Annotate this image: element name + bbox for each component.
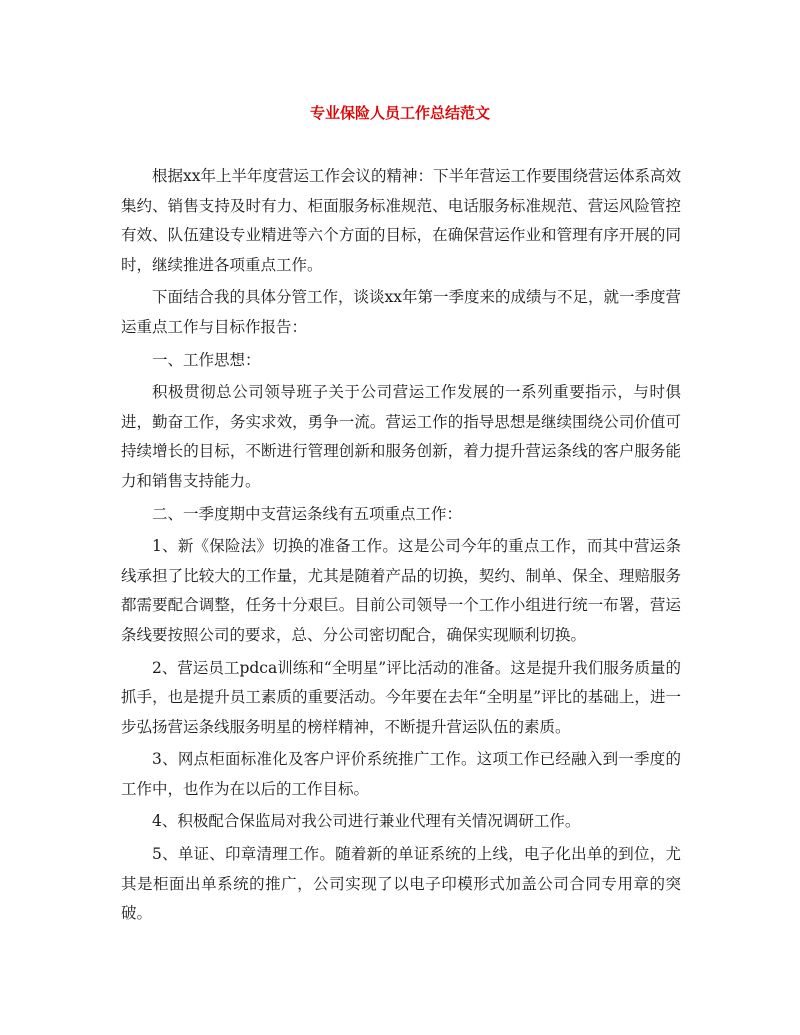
section-heading-work-thought: 一、工作思想：: [152, 350, 261, 369]
document-body: [121, 162, 681, 932]
list-item-task-1: 1、新《保险法》切换的准备工作。这是公司今年的重点工作，而其中营运条线承担了比较大的工作量，尤其是随着产品的切换，契约、制单、保全、理赔服务都需要配合调整，任务十分艰巨。目前公司领导一个工作小组进行统一布署，营运条线要按照公司的要求，总、分公司密切配合，确保实现顺利切换。: [121, 537, 681, 644]
section-heading-key-tasks: 二、一季度期中支营运条线有五项重点工作：: [152, 504, 463, 523]
list-item-task-3: 3、网点柜面标准化及客户评价系统推广工作。这项工作已经融入到一季度的工作中，也作为在以后的工作目标。: [121, 750, 681, 798]
paragraph-intro: 根据xx年上半年度营运工作会议的精神：下半年营运工作要围绕营运体系高效集约、销售支持及时有力、柜面服务标准规范、电话服务标准规范、营运风险管控有效、队伍建设专业精进等六个方面的目标，在确保营运作业和管理有序开展的同时，继续推进各项重点工作。: [121, 167, 681, 274]
paragraph-work-thought: 积极贯彻总公司领导班子关于公司营运工作发展的一系列重要指示，与时俱进，勤奋工作，务实求效，勇争一流。营运工作的指导思想是继续围绕公司价值可持续增长的目标，不断进行管理创新和服务创新，着力提升营运条线的客户服务能力和销售支持能力。: [121, 383, 681, 490]
list-item-task-4: 4、积极配合保监局对我公司进行兼业代理有关情况调研工作。: [152, 812, 581, 831]
list-item-task-5: 5、单证、印章清理工作。随着新的单证系统的上线，电子化出单的到位，尤其是柜面出单系统的推广，公司实现了以电子印模形式加盖公司合同专用章的突破。: [121, 845, 681, 923]
document-title: 专业保险人员工作总结范文: [309, 104, 490, 122]
list-item-task-2: 2、营运员工pdca训练和“全明星”评比活动的准备。这是提升我们服务质量的抓手，也是提升员工素质的重要活动。今年要在去年“全明星”评比的基础上，进一步弘扬营运条线服务明星的榜样精神，不断提升营运队伍的素质。: [121, 658, 681, 736]
paragraph-report-preface: 下面结合我的具体分管工作，谈谈xx年第一季度来的成绩与不足，就一季度营运重点工作与目标作报告：: [121, 288, 681, 336]
